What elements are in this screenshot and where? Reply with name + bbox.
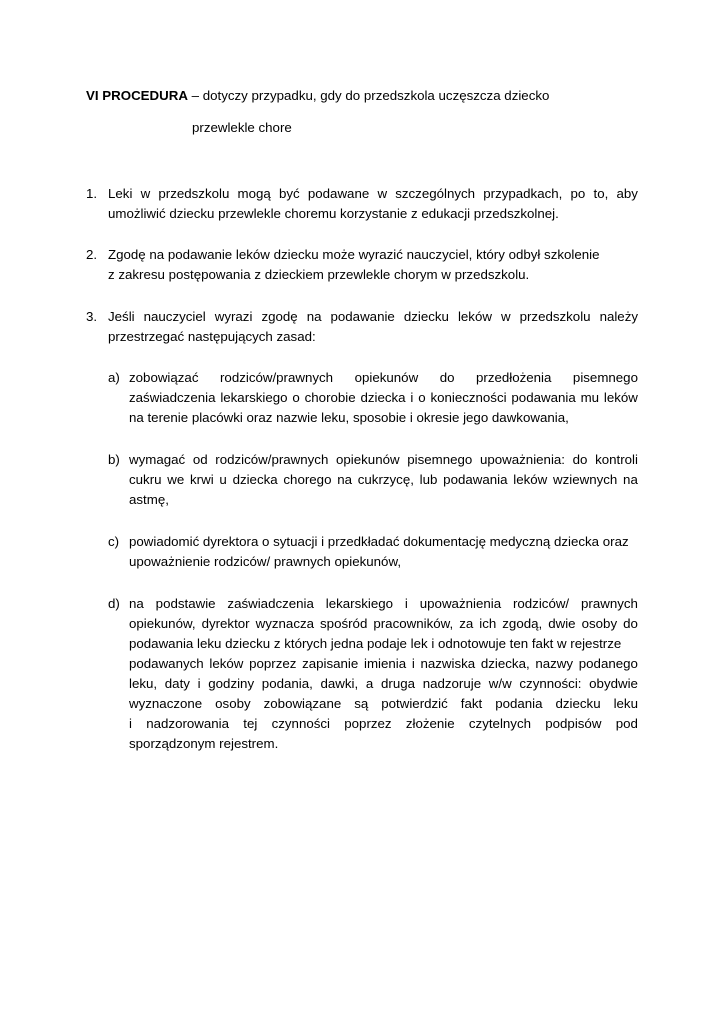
word: czytelnych	[468, 716, 531, 731]
word: opiekunów	[354, 370, 419, 385]
word: czynności	[271, 716, 330, 731]
word: to,	[593, 186, 609, 201]
word: i	[197, 676, 201, 691]
word: lekarskiego	[325, 596, 394, 611]
word: rodziców/prawnych	[220, 370, 334, 385]
word: lub	[419, 472, 438, 487]
word: cukru	[129, 472, 162, 487]
word: tej	[243, 716, 258, 731]
word: podawania	[443, 472, 508, 487]
word: za	[459, 616, 474, 631]
heading-line2: przewlekle chore	[192, 120, 292, 135]
subitem-letter: a)	[108, 370, 120, 385]
word: podania,	[261, 676, 313, 691]
word: ich	[479, 616, 497, 631]
word: pisemnego	[572, 370, 638, 385]
word: w	[377, 186, 388, 201]
word: dziecka	[360, 390, 406, 405]
word: podanego	[578, 656, 638, 671]
subitem-letter: c)	[108, 534, 120, 549]
word: nauczyciel	[143, 309, 206, 324]
word: i	[411, 656, 415, 671]
word: zaświadczenia	[129, 390, 216, 405]
word: rodziców/	[512, 596, 570, 611]
word: zgodę	[261, 309, 298, 324]
word: na	[306, 309, 322, 324]
word: opiekunów,	[129, 616, 196, 631]
word: nazwiska	[420, 656, 476, 671]
word: prawnych	[581, 596, 638, 611]
word: przedszkolu	[158, 186, 230, 201]
word: do	[623, 616, 638, 631]
word: osoby	[581, 616, 618, 631]
word: dyrektor	[201, 616, 250, 631]
word: zobowiązane	[263, 696, 342, 711]
sub-d-line-7	[129, 714, 638, 734]
word: u	[219, 472, 227, 487]
word: wymagać	[129, 452, 186, 467]
word: czynności:	[519, 676, 582, 691]
word: leków	[209, 656, 244, 671]
word: podawane	[307, 186, 370, 201]
word: daty	[164, 676, 190, 691]
sub-d-line-6	[129, 694, 638, 714]
word: upoważnienia:	[479, 452, 565, 467]
word: szczególnych	[395, 186, 476, 201]
word: potwierdzić	[381, 696, 448, 711]
word: godziny	[208, 676, 255, 691]
word: zaświadczenia	[227, 596, 314, 611]
word: kontroli	[595, 452, 638, 467]
word: konieczności	[430, 390, 507, 405]
word: przedszkolu	[519, 309, 591, 324]
word: nazwy	[535, 656, 574, 671]
word: spośród	[320, 616, 368, 631]
word: rodziców/prawnych	[215, 452, 329, 467]
word: o	[292, 390, 300, 405]
word: dwie	[548, 616, 576, 631]
word: nadzorowania	[146, 716, 230, 731]
word: wyznacza	[255, 616, 315, 631]
item-1-line-1	[108, 184, 638, 204]
word: Jeśli	[108, 309, 135, 324]
sub-d-line-8: sporządzonym rejestrem.	[129, 736, 279, 751]
word: przedłożenia	[476, 370, 552, 385]
sub-b-line-3: astmę,	[129, 492, 169, 507]
word: w/w	[488, 676, 512, 691]
subitem-letter: b)	[108, 452, 120, 467]
word: na	[129, 596, 144, 611]
word: lekarskiego	[220, 390, 288, 405]
word: podania	[495, 696, 543, 711]
word: we	[167, 472, 185, 487]
word: pod	[615, 716, 638, 731]
word: podawanie	[330, 309, 395, 324]
word: w	[140, 186, 151, 201]
word: leków	[513, 472, 548, 487]
sub-c-line-2: upoważnienie rodziców/ prawnych opiekunów,	[129, 554, 402, 569]
word: podpisów	[545, 716, 602, 731]
word: na	[623, 472, 638, 487]
word: fakt	[460, 696, 483, 711]
item-3-line-2: przestrzegać następujących zasad:	[108, 329, 316, 344]
sub-d-line-3: podawania leku dziecku z których jedna podaje lek i odnotowuje ten fakt w rejestrze	[129, 636, 622, 651]
sub-d-line-5	[129, 674, 638, 694]
word: a	[365, 676, 374, 691]
item-2-line-1: Zgodę na podawanie leków dziecku może wyrazić nauczyciel, który odbył szkolenie	[108, 247, 600, 262]
item-number: 3.	[86, 309, 98, 324]
word: Leki	[108, 186, 133, 201]
item-3-line-1	[108, 307, 638, 327]
word: do	[439, 370, 455, 385]
word: pracowników,	[373, 616, 454, 631]
word: cukrzycę,	[357, 472, 414, 487]
sub-d-line-4	[129, 654, 638, 674]
word: poprzez	[344, 716, 392, 731]
word: zgodą,	[502, 616, 543, 631]
word: osoby	[215, 696, 251, 711]
word: są	[354, 696, 369, 711]
word: dziecka,	[480, 656, 530, 671]
word: mogą	[237, 186, 271, 201]
sub-b-line-1	[129, 450, 638, 470]
word: opiekunów	[336, 452, 400, 467]
word: do	[572, 452, 588, 467]
sub-b-line-2	[129, 470, 638, 490]
word: obydwie	[589, 676, 638, 691]
section-heading	[86, 86, 549, 106]
heading-rest: – dotyczy przypadku, gdy do przedszkola uczęszcza dziecko	[187, 88, 550, 103]
word: złożenie	[405, 716, 455, 731]
word: chorego	[283, 472, 332, 487]
sub-d-line-2	[129, 614, 638, 634]
word: druga	[381, 676, 416, 691]
sub-d-line-1	[129, 594, 638, 614]
word: przypadkach,	[483, 186, 563, 201]
word: i	[129, 716, 132, 731]
sub-a-line-3: na terenie placówki oraz nazwie leku, sposobie i okresie jego dawkowania,	[129, 410, 569, 425]
word: chorobie	[304, 390, 356, 405]
item-1-line-2: umożliwić dziecku przewlekle choremu korzystanie z edukacji przedszkolnej.	[108, 206, 559, 221]
item-2-line-2: z zakresu postępowania z dzieckiem przewlekle chorym w przedszkolu.	[108, 267, 530, 282]
word: pisemnego	[407, 452, 473, 467]
word: leków	[457, 309, 492, 324]
word: dziecku	[403, 309, 449, 324]
sub-a-line-2	[129, 388, 638, 408]
word: leków	[603, 390, 638, 405]
word: i	[410, 390, 414, 405]
sub-a-line-1	[129, 368, 638, 388]
word: na	[337, 472, 353, 487]
word: dziecku	[555, 696, 601, 711]
word: poprzez	[249, 656, 297, 671]
subitem-letter: d)	[108, 596, 120, 611]
word: po	[570, 186, 586, 201]
sub-c-line-1: powiadomić dyrektora o sytuacji i przedkładać dokumentację medyczną dziecka oraz	[129, 534, 629, 549]
item-number: 2.	[86, 247, 98, 262]
word: leku	[613, 696, 638, 711]
word: leku,	[129, 676, 158, 691]
word: podawania	[511, 390, 576, 405]
word: wyrazi	[214, 309, 253, 324]
word: wziewnych	[553, 472, 618, 487]
word: krwi	[190, 472, 214, 487]
word: zapisanie	[302, 656, 359, 671]
word: wyznaczone	[129, 696, 203, 711]
word: dziecka	[232, 472, 278, 487]
word: o	[418, 390, 426, 405]
word: należy	[599, 309, 638, 324]
word: być	[278, 186, 300, 201]
word: i	[404, 596, 408, 611]
word: aby	[616, 186, 638, 201]
heading-bold: VI PROCEDURA	[86, 88, 188, 103]
word: podstawie	[155, 596, 216, 611]
word: upoważnienia	[419, 596, 502, 611]
word: podawanych	[129, 656, 204, 671]
word: nadzoruje	[422, 676, 482, 691]
word: mu	[580, 390, 600, 405]
word: w	[500, 309, 511, 324]
word: imienia	[363, 656, 407, 671]
word: zobowiązać	[129, 370, 199, 385]
item-number: 1.	[86, 186, 98, 201]
word: od	[192, 452, 208, 467]
word: dawki,	[320, 676, 359, 691]
